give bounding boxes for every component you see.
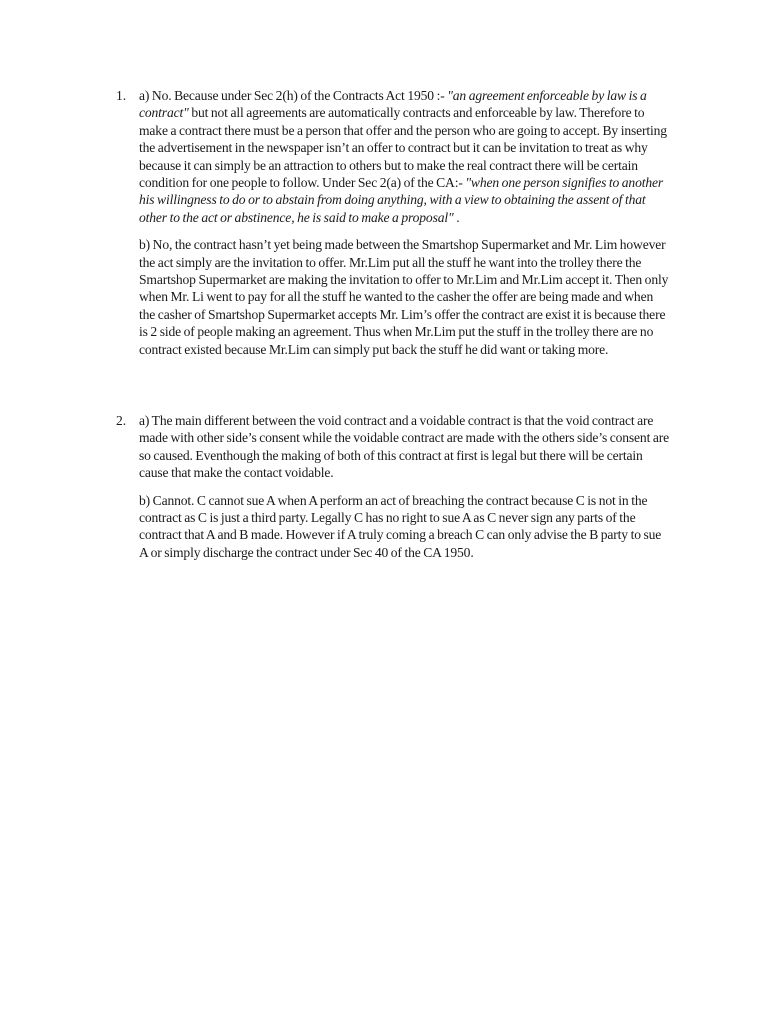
- statute-quote: "an agreement enforceable by law is a contract": [139, 88, 647, 121]
- statute-quote: "when one person signifies to another his willingness to do or to abstain from doing anything, with a view to obtaining the assent of that other to the act or abstinence, he is said to make a proposal": [139, 175, 664, 225]
- answer-2a-paragraph: a) The main different between the void contract and a voidable contract is that the void contract are made with other side’s consent while the voidable contract are made with the others side’s consent are so caused. Eventhough the making of both of this contract at first is legal but there will be certain cause that make the contact voidable.: [139, 413, 670, 481]
- question-number: 1.: [116, 88, 127, 103]
- answer-text: .: [453, 209, 460, 225]
- answer-text: but not all agreements are automatically contracts and enforceable by law. Therefore to make a contract there must be a person that offer and the person who are going to accept. By inserting the advertisement in the newspaper isn’t an offer to contract but it can be invitation to treat as why because it can simply be an attraction to others but to make the real contract there will be certain condition for one people to follow. Under Sec 2(a) of the CA:-: [139, 105, 667, 191]
- answer-1b-paragraph: b) No, the contract hasn’t yet being made between the Smartshop Supermarket and Mr. Lim however the act simply are the invitation to offer. Mr.Lim put all the stuff he want into the trolley there the Smartshop Supermarket are making the invitation to offer to Mr.Lim and Mr.Lim accept it. Then only when Mr. Li went to pay for all the stuff he wanted to the casher the offer are being made and when the casher of Smartshop Supermarket accepts Mr. Lim’s offer the contract are exist it is because there is 2 side of people making an agreement. Thus when Mr.Lim put the stuff in the trolley there are no contract existed because Mr.Lim can simply put back the stuff he did want or taking more.: [139, 237, 669, 357]
- answer-1a-paragraph: [139, 87, 671, 226]
- answer-text: a) No. Because under Sec 2(h) of the Contracts Act 1950 :-: [139, 88, 448, 103]
- answer-2b-paragraph: b) Cannot. C cannot sue A when A perform an act of breaching the contract because C is not in the contract as C is just a third party. Legally C has no right to sue A as C never sign any parts of the contract that A and B made. However if A truly coming a breach C can only advise the B party to sue A or simply discharge the contract under Sec 40 of the CA 1950.: [139, 492, 662, 560]
- question-2-answers: [139, 412, 671, 561]
- question-number: 2.: [116, 413, 127, 428]
- question-1-answers: [139, 87, 671, 358]
